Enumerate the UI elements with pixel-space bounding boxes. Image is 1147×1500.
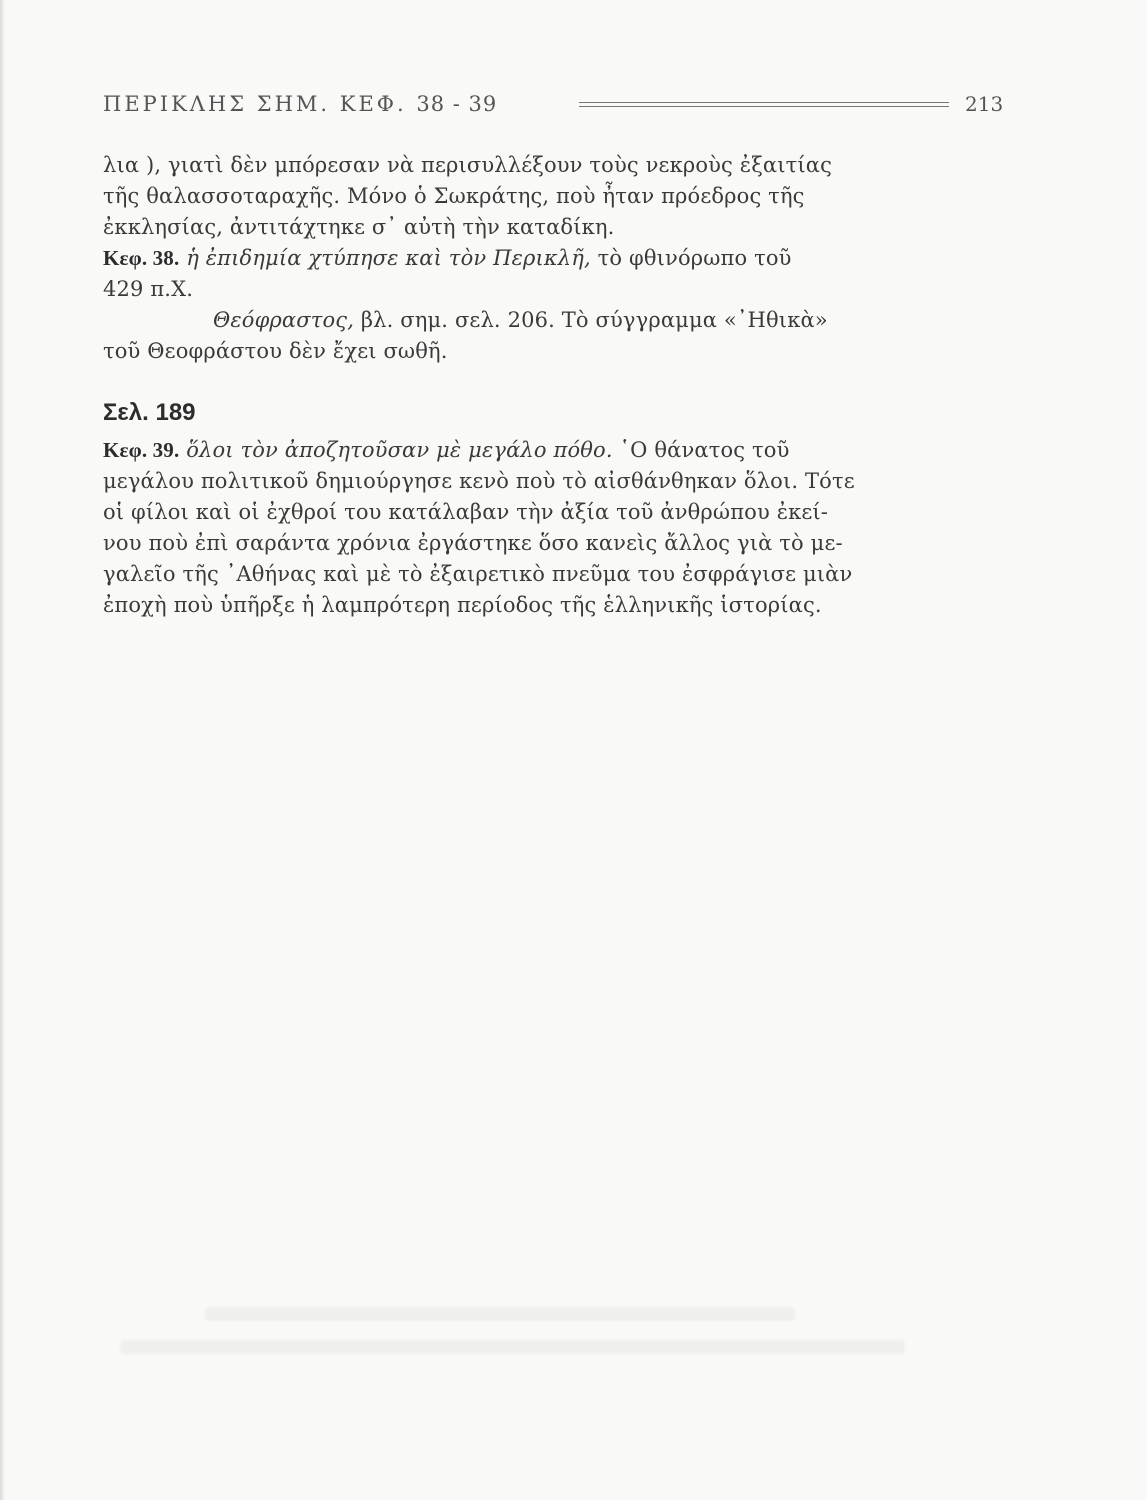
faint-imprint-line — [120, 1340, 905, 1354]
note-text: ῾Ο θάνατος τοῦ — [619, 438, 790, 462]
chapter-label: Κεφ. 39. — [103, 438, 180, 462]
text-line: τῆς θαλασσοταραχῆς. Μόνο ὁ Σωκράτης, ποὺ ἦταν πρόεδρος τῆς — [103, 184, 805, 208]
note-text: βλ. σημ. σελ. 206. Τὸ σύγγραμμα «᾽Ηθικὰ» — [360, 308, 828, 332]
lemma-italic: ὅλοι τὸν ἀποζητοῦσαν μὲ μεγάλο πόθο. — [186, 438, 613, 462]
text-line: ἐκκλησίας, ἀντιτάχτηκε σ᾽ αὐτὴ τὴν καταδίκη. — [103, 215, 615, 239]
note-chapter-39 — [103, 435, 903, 466]
running-title — [103, 92, 497, 116]
text-line: ἐποχὴ ποὺ ὑπῆρξε ἡ λαμπρότερη περίοδος τῆς ἑλληνικῆς ἱστορίας. — [103, 593, 822, 617]
running-header — [103, 92, 1004, 122]
lemma-italic: ἡ ἐπιδημία χτύπησε καὶ τὸν Περικλῆ, — [186, 246, 591, 270]
faint-imprint-line — [205, 1307, 795, 1321]
lemma-italic: Θεόφραστος, — [213, 308, 355, 332]
text-line: οἱ φίλοι καὶ οἱ ἐχθροί του κατάλαβαν τὴν ἀξία τοῦ ἀνθρώπου ἐκεί- — [103, 500, 829, 524]
text-line: μεγάλου πολιτικοῦ δημιούργησε κενὸ ποὺ τὸ αἰσθάνθηκαν ὅλοι. Τότε — [103, 469, 855, 493]
note-text: τὸ φθινόρωπο τοῦ — [597, 246, 792, 270]
note-theophrastus — [103, 305, 903, 336]
text-line: λια ), γιατὶ δὲν μπόρεσαν νὰ περισυλλέξουν τοὺς νεκροὺς ἐξαιτίας — [103, 153, 833, 177]
text-line: νου ποὺ ἐπὶ σαράντα χρόνια ἐργάστηκε ὅσο κανεὶς ἄλλος γιὰ τὸ με- — [103, 531, 843, 555]
bleed-through-imprint — [0, 1295, 1147, 1375]
notes-body — [103, 150, 903, 621]
text-line: 429 π.Χ. — [103, 277, 194, 301]
running-title-text: ΠΕΡΙΚΛΗΣ ΣΗΜ. ΚΕΦ. — [103, 92, 407, 116]
page-edge-shadow — [0, 0, 5, 1500]
text-line: γαλεῖο τῆς ᾽Αθήνας καὶ μὲ τὸ ἐξαιρετικὸ πνεῦμα του ἐσφράγισε μιὰν — [103, 562, 853, 586]
page-number: 213 — [965, 92, 1004, 116]
note-chapter-38 — [103, 243, 903, 274]
chapter-label: Κεφ. 38. — [103, 246, 180, 270]
spacer — [103, 367, 903, 394]
section-heading: Σελ. 189 — [103, 399, 196, 426]
header-double-rule — [579, 102, 949, 107]
text-line: τοῦ Θεοφράστου δὲν ἔχει σωθῆ. — [103, 339, 448, 363]
chapter-reference: 38 - 39 — [416, 92, 498, 116]
